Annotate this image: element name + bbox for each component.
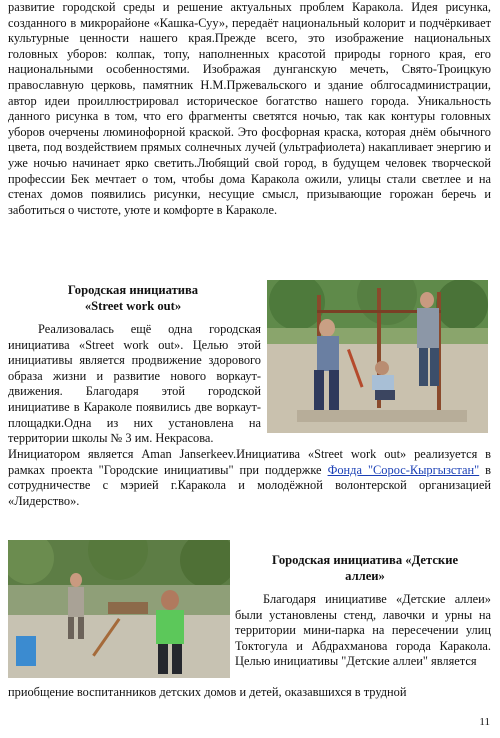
street-workout-photo xyxy=(267,280,488,433)
page-number: 11 xyxy=(479,716,490,728)
section1-heading-line1: Городская инициатива xyxy=(67,283,199,297)
intro-paragraph: развитие городской среды и решение актуальных проблем Каракола. Идея рисунка, созданного в микрорайоне «Кашка-Суу», передаёт национальный колорит и подчёркивает культурные ценности нашего края.Прежде всего, это изображение национальных головных уборов: колпак, топу, наполненных красотой природы горного края, его национальными особенностями. Изображая дунганскую мечеть, Свято-Троицкую православную церковь, памятник Н.М.Пржевальского и здание облгосадминистрации, автор идеи проиллюстрировал историческое богатство нашего города. Уникальность данного рисунка в том, что его фрагменты светятся ночью, так как контуры головных уборов очерчены люминофорной краской. Это фосфорная краска, которая днём обычного цвета, под воздействием прямых солнечных лучей (ультрафиолета) накапливает энергию и уже ночью начинает ярко светить.Любящий свой город, в будущем человек творческой профессии Бек мечтает о том, чтобы дома Каракола ожили, улицы стали светлее и на стенах домов появились рисунки, несущие смысл, призывающие горожан беречь и заботиться о чистоте, уюте и комфорте в Караколе. xyxy=(8,0,491,217)
section1-paragraph-part1: Реализовалась ещё одна городская инициатива «Street work out». Целью этой инициативы является продвижение здорового образа жизни и развитие нового воркаут-движения. Благодаря этой городской инициативе в Караколе появились две воркаут-площадки.Одна из них установлена на территории школы № 3 им. Некрасова. xyxy=(8,322,261,446)
section2-heading xyxy=(240,553,490,584)
section2-paragraph-part1: Благодаря инициативе «Детские аллеи» были установлены стенд, лавочки и урны на территории мини-парка на пересечении улиц Токтогула и Абдрахманова города Каракола. Целью инициативы "Детские аллеи" является xyxy=(235,592,491,669)
children-alley-photo xyxy=(8,540,230,678)
section2-heading-line2: аллеи» xyxy=(345,568,385,583)
section1-heading-line2: «Street work out» xyxy=(84,298,182,313)
section2-heading-line1: Городская инициатива «Детские xyxy=(271,553,459,567)
section2-paragraph-part2: приобщение воспитанников детских домов и детей, оказавшихся в трудной xyxy=(8,685,407,699)
soros-foundation-link[interactable]: Фонда "Сорос-Кыргызстан" xyxy=(327,462,480,477)
section1-text-before-link: Инициатором является Aman Janserkeev.Инициатива «Street work out» реализуется в рамках проекта "Городские инициативы" при поддержке xyxy=(8,447,491,477)
section1-paragraph-part2 xyxy=(8,447,491,509)
section1-text-after-link: в сотрудничестве с мэрией г.Каракола и молодёжной волонтерской организацией «Лидерство». xyxy=(8,462,492,508)
section1-heading xyxy=(8,283,258,314)
